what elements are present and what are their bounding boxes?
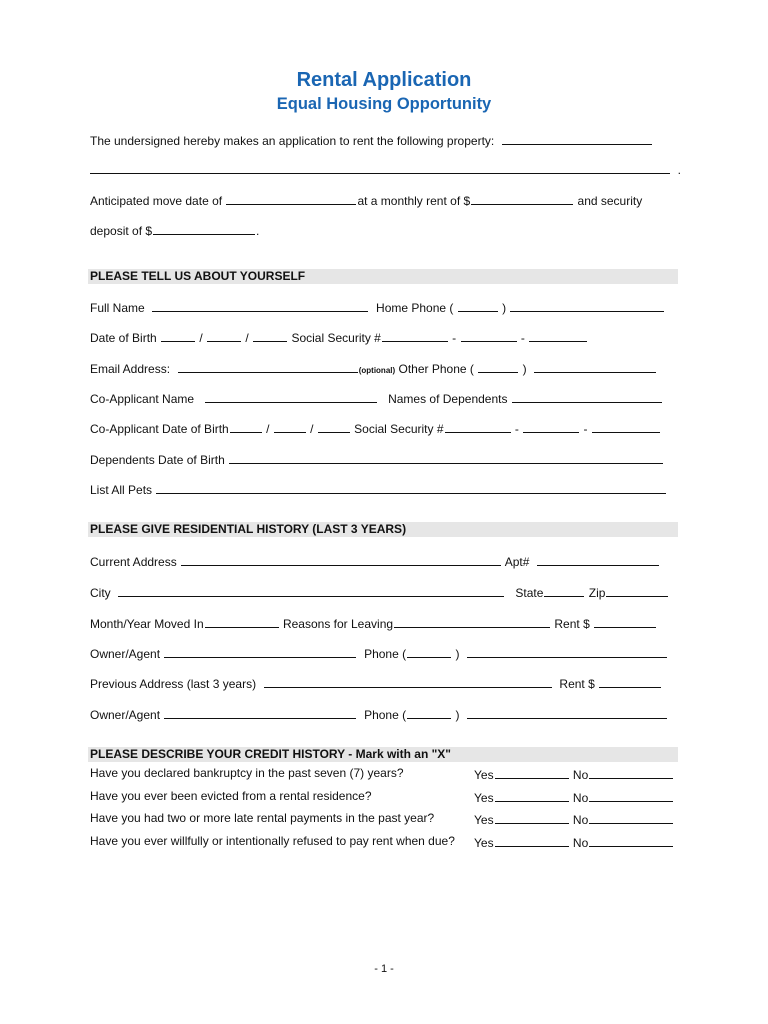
property-line-2 <box>90 161 681 178</box>
dob-month-field[interactable] <box>161 329 195 342</box>
slash: / <box>310 422 314 436</box>
no-field-1[interactable] <box>589 766 673 779</box>
dob-year-field[interactable] <box>253 329 287 342</box>
prev-rent-label: Rent $ <box>559 677 595 691</box>
credit-answer-1 <box>474 766 674 783</box>
dash: - <box>452 331 457 345</box>
other-phone-field[interactable] <box>534 360 656 373</box>
yes-label: Yes <box>474 768 494 782</box>
home-phone-label: Home Phone ( <box>376 301 454 315</box>
email-field[interactable] <box>178 360 358 373</box>
moved-in-label: Month/Year Moved In <box>90 617 204 631</box>
credit-question-1: Have you declared bankruptcy in the past seven (7) years? <box>90 766 404 780</box>
rent-field[interactable] <box>594 615 656 628</box>
prev-owner-phone-field[interactable] <box>467 706 667 719</box>
dash: - <box>583 422 588 436</box>
close-paren: ) <box>522 362 527 376</box>
owner-agent-field[interactable] <box>164 645 356 658</box>
co-dob-year-field[interactable] <box>318 420 350 433</box>
previous-address-field[interactable] <box>264 675 552 688</box>
names-dependents-label: Names of Dependents <box>388 392 508 406</box>
co-applicant-dob-line <box>90 420 661 437</box>
monthly-rent-label: at a monthly rent of $ <box>357 194 471 208</box>
pets-label: List All Pets <box>90 483 153 497</box>
dob-day-field[interactable] <box>207 329 241 342</box>
state-label: State <box>515 586 544 600</box>
dash: - <box>514 422 519 436</box>
close-paren: ) <box>455 708 460 722</box>
slash: / <box>245 331 249 345</box>
co-ssn-part2-field[interactable] <box>523 420 579 433</box>
credit-answer-4 <box>474 834 674 851</box>
no-field-4[interactable] <box>589 834 673 847</box>
close-paren: ) <box>502 301 507 315</box>
co-applicant-name-field[interactable] <box>205 390 377 403</box>
credit-heading-bold: PLEASE DESCRIBE YOUR CREDIT HISTORY <box>90 747 345 761</box>
credit-question-2: Have you ever been evicted from a rental residence? <box>90 789 372 803</box>
email-line <box>90 360 657 378</box>
dependents-dob-field[interactable] <box>229 451 663 464</box>
credit-question-3: Have you had two or more late rental payments in the past year? <box>90 811 435 825</box>
current-address-field[interactable] <box>181 553 501 566</box>
prev-owner-phone-area-field[interactable] <box>407 706 451 719</box>
ssn-label: Social Security # <box>291 331 381 345</box>
page-subtitle: Equal Housing Opportunity <box>276 95 492 113</box>
co-dob-month-field[interactable] <box>230 420 262 433</box>
moved-in-field[interactable] <box>205 615 279 628</box>
prev-owner-agent-label: Owner/Agent <box>90 708 161 722</box>
rent-label: Rent $ <box>554 617 590 631</box>
page-number: - 1 - <box>374 963 394 975</box>
names-dependents-field[interactable] <box>512 390 662 403</box>
co-ssn-part3-field[interactable] <box>592 420 660 433</box>
co-applicant-dob-label: Co-Applicant Date of Birth <box>90 422 229 436</box>
no-field-2[interactable] <box>589 789 673 802</box>
no-field-3[interactable] <box>589 811 673 824</box>
prev-rent-field[interactable] <box>599 675 661 688</box>
yes-label: Yes <box>474 791 494 805</box>
deposit-label: deposit of $ <box>90 224 153 238</box>
pets-field[interactable] <box>156 481 666 494</box>
credit-answer-2 <box>474 789 674 806</box>
ssn-part1-field[interactable] <box>382 329 448 342</box>
close-paren: ) <box>455 647 460 661</box>
credit-heading-rest: - Mark with an "X" <box>344 747 451 761</box>
full-name-label: Full Name <box>90 301 145 315</box>
section-heading-history: PLEASE GIVE RESIDENTIAL HISTORY (LAST 3 YEARS) <box>88 522 678 537</box>
co-applicant-line <box>90 390 663 407</box>
previous-address-line <box>90 675 662 692</box>
apt-field[interactable] <box>537 553 659 566</box>
monthly-rent-field[interactable] <box>471 192 573 205</box>
city-field[interactable] <box>118 584 504 597</box>
home-phone-area-field[interactable] <box>458 299 498 312</box>
move-date-label: Anticipated move date of <box>90 194 223 208</box>
dash: - <box>520 331 525 345</box>
moved-in-line <box>90 615 657 632</box>
co-dob-day-field[interactable] <box>274 420 306 433</box>
credit-question-4: Have you ever willfully or intentionally refused to pay rent when due? <box>90 834 455 848</box>
security-label: and security <box>577 194 643 208</box>
section-heading-credit <box>88 747 678 762</box>
prev-owner-agent-line <box>90 706 668 723</box>
owner-agent-line <box>90 645 668 662</box>
property-field[interactable] <box>502 132 652 145</box>
pets-line <box>90 481 667 498</box>
property-end-period: . <box>677 163 682 177</box>
deposit-end: . <box>256 224 260 238</box>
move-line <box>90 192 642 209</box>
credit-answer-3 <box>474 811 674 828</box>
zip-field[interactable] <box>606 584 668 597</box>
owner-phone-field[interactable] <box>467 645 667 658</box>
no-label: No <box>572 813 589 827</box>
prev-owner-phone-label: Phone ( <box>364 708 407 722</box>
dependents-dob-line <box>90 451 664 468</box>
ssn-part3-field[interactable] <box>529 329 587 342</box>
section-heading-about: PLEASE TELL US ABOUT YOURSELF <box>88 269 678 284</box>
property-label: The undersigned hereby makes an application to rent the following property: <box>90 134 495 148</box>
yes-label: Yes <box>474 836 494 850</box>
no-label: No <box>572 791 589 805</box>
no-label: No <box>572 768 589 782</box>
yes-label: Yes <box>474 813 494 827</box>
current-address-label: Current Address <box>90 555 177 569</box>
dob-line <box>90 329 588 346</box>
slash: / <box>199 331 203 345</box>
dependents-dob-label: Dependents Date of Birth <box>90 453 225 467</box>
ssn-part2-field[interactable] <box>461 329 517 342</box>
full-name-field[interactable] <box>152 299 368 312</box>
deposit-line <box>90 222 259 239</box>
yes-field-4[interactable] <box>495 834 569 847</box>
co-applicant-name-label: Co-Applicant Name <box>90 392 195 406</box>
apt-label: Apt# <box>504 555 530 569</box>
reasons-field[interactable] <box>394 615 550 628</box>
dob-label: Date of Birth <box>90 331 157 345</box>
full-name-line <box>90 299 665 316</box>
co-ssn-label: Social Security # <box>354 422 444 436</box>
email-label: Email Address: <box>90 362 171 376</box>
slash: / <box>266 422 270 436</box>
current-address-line <box>90 553 660 570</box>
property-field-2[interactable] <box>90 161 670 174</box>
other-phone-area-field[interactable] <box>478 360 518 373</box>
co-ssn-part1-field[interactable] <box>445 420 511 433</box>
optional-note: (optional) <box>358 366 396 375</box>
move-date-field[interactable] <box>226 192 356 205</box>
owner-phone-area-field[interactable] <box>407 645 451 658</box>
yes-field-1[interactable] <box>495 766 569 779</box>
reasons-label: Reasons for Leaving <box>282 617 394 631</box>
no-label: No <box>572 836 589 850</box>
owner-agent-label: Owner/Agent <box>90 647 161 661</box>
owner-phone-label: Phone ( <box>364 647 407 661</box>
home-phone-field[interactable] <box>510 299 664 312</box>
yes-field-2[interactable] <box>495 789 569 802</box>
city-label: City <box>90 586 111 600</box>
state-field[interactable] <box>544 584 584 597</box>
deposit-field[interactable] <box>153 222 255 235</box>
yes-field-3[interactable] <box>495 811 569 824</box>
property-line <box>90 132 653 149</box>
other-phone-label: Other Phone ( <box>398 362 474 376</box>
previous-address-label: Previous Address (last 3 years) <box>90 677 257 691</box>
zip-label: Zip <box>588 586 606 600</box>
page-title: Rental Application <box>296 69 472 91</box>
prev-owner-agent-field[interactable] <box>164 706 356 719</box>
city-line <box>90 584 669 601</box>
